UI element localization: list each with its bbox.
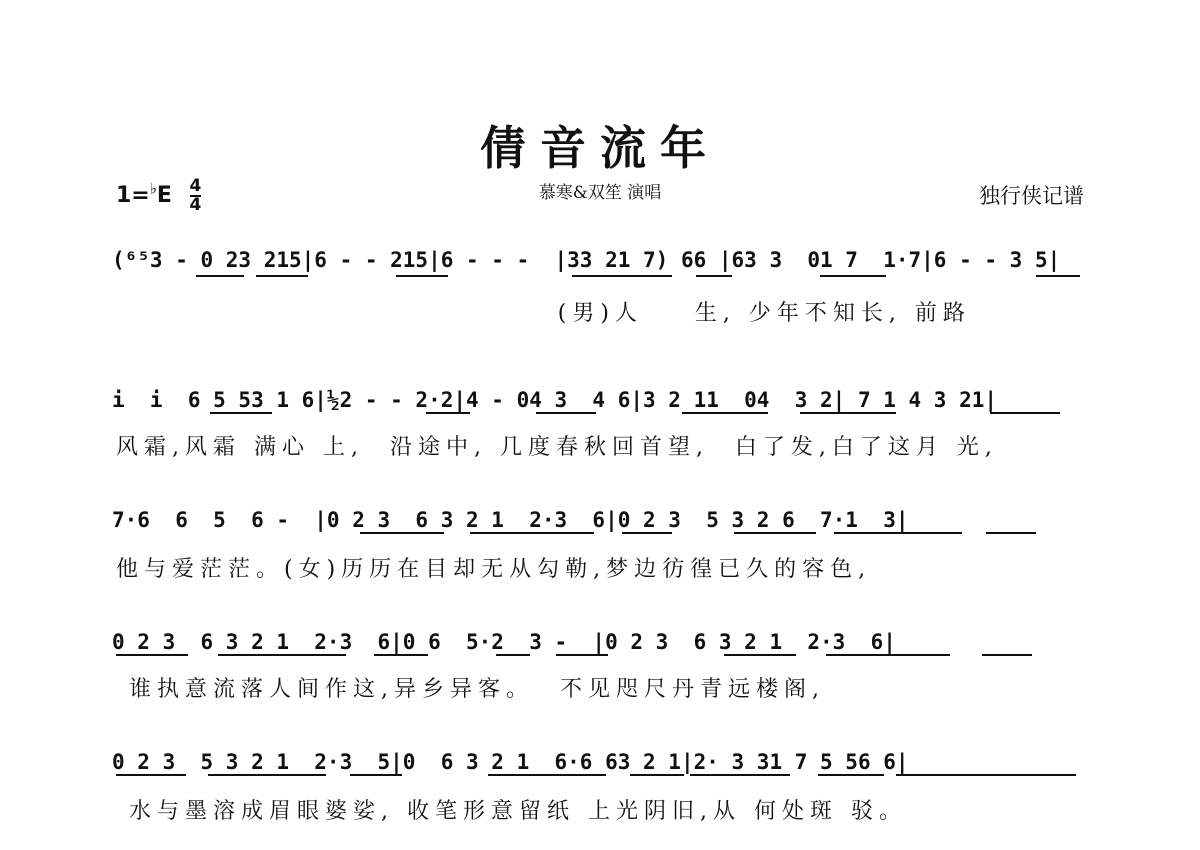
beam [986,532,1036,534]
beam [496,654,530,656]
beam [116,774,186,776]
beam [196,275,244,277]
beam [896,774,1076,776]
lyrics-line-1: (男)人 生, 少年不知长, 前路 [116,301,971,326]
beam [488,774,606,776]
beam [208,774,326,776]
beam [818,774,884,776]
beam [826,654,950,656]
notation-line-4: 0 2 3 6 3 2 1 2·3 6|0 6 5·2 3 - |0 2 3 6 3 2 1 2·3 6| [112,630,896,654]
beam [470,532,594,534]
beam [690,774,790,776]
beam [734,532,816,534]
lyrics-line-5: 水与墨溶成眉眼婆娑, 收笔形意留纸 上光阴旧,从 何处斑 驳。 [116,799,907,824]
singers-credit: 慕寒&双笙 演唱 [538,183,662,203]
meter-numerator: 4 [189,176,202,196]
beam [396,275,448,277]
beam [210,412,272,414]
key-prefix: 1= [116,183,150,208]
lyrics-line-4: 谁执意流落人间作这,异乡异客。 不见咫尺丹青远楼阁, [116,677,825,702]
beam [724,654,796,656]
beam [116,654,188,656]
beam [800,412,896,414]
beam [682,412,768,414]
song-title: 倩音流年 [480,121,720,175]
beam [622,532,672,534]
notation-line-3: 7·6 6 5 6 - |0 2 3 6 3 2 1 2·3 6|0 2 3 5 3 2 6 7·1 3| [112,508,909,532]
notation-line-1: (⁶⁵3 - 0 23 215|6 - - 215|6 - - - |33 21 7) 66 |63 3 01 7 1·7|6 - - 3 5| [112,248,1061,272]
key-flat: ♭ [149,179,157,198]
lyrics-line-3: 他与爱茫茫。(女)历历在目却无从勾勒,梦边彷徨已久的容色, [116,557,872,582]
meter-denominator: 4 [189,195,202,215]
beam [360,532,444,534]
beam [256,275,308,277]
beam [696,275,732,277]
beam [556,654,608,656]
beam [834,532,962,534]
notation-line-2: i i 6 5 53 1 6|½2 - - 2·2|4 - 04 3 4 6|3 2 11 04 3 2| 7 1 4 3 21| [112,388,998,412]
beam [218,654,346,656]
beam [630,774,684,776]
beam [1036,275,1080,277]
beam [990,412,1060,414]
key-note: E [156,183,172,208]
beam [536,412,596,414]
beam [374,654,428,656]
beam [350,774,402,776]
lyrics-line-2b: 风霜,风霜 满心 上, 沿途中, 几度春秋回首望, 白了发,白了这月 光, [116,435,998,460]
notation-line-5: 0 2 3 5 3 2 1 2·3 5|0 6 3 2 1 6·6 63 2 1|2· 3 31 7 5 56 6| [112,750,909,774]
beam [982,654,1032,656]
transcriber-credit: 独行侠记谱 [979,184,1084,208]
beam [820,275,886,277]
beam [426,412,470,414]
beam [572,275,672,277]
